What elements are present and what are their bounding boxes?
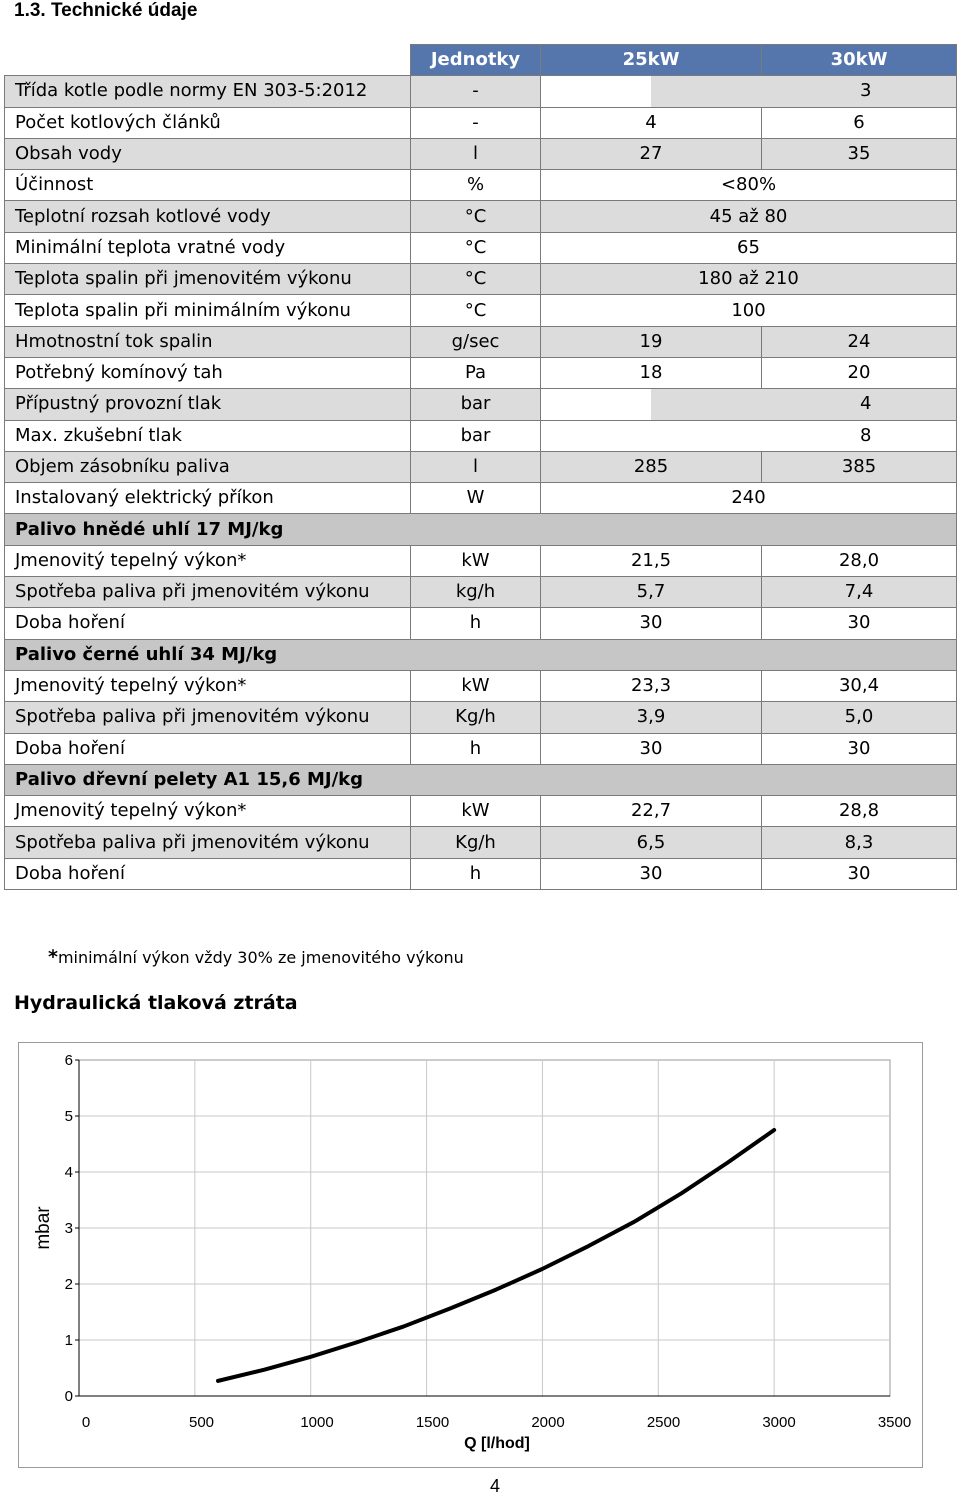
- header-units: Jednotky: [411, 45, 541, 76]
- row-value-25kw: 27: [541, 138, 762, 169]
- table-row: [5, 420, 957, 451]
- table-row: [5, 796, 957, 827]
- table-row: [5, 76, 957, 107]
- chart-title: Hydraulická tlaková ztráta: [14, 992, 298, 1014]
- row-unit: h: [411, 858, 541, 889]
- row-value-30kw: 30,4: [762, 670, 957, 701]
- header-30kw: 30kW: [762, 45, 957, 76]
- row-value-30kw: 28,8: [762, 796, 957, 827]
- row-value-30kw: 7,4: [762, 577, 957, 608]
- row-value: 45 až 80: [541, 201, 957, 232]
- row-unit: kW: [411, 545, 541, 576]
- row-value-30kw: 28,0: [762, 545, 957, 576]
- y-tick-label: 5: [64, 1108, 73, 1125]
- table-row: [5, 264, 957, 295]
- footnote: [48, 946, 464, 968]
- y-tick-label: 2: [64, 1276, 73, 1293]
- row-value-25kw: 4: [651, 389, 872, 420]
- row-label: Minimální teplota vratné vody: [5, 232, 411, 263]
- footnote-star: *: [48, 946, 58, 968]
- row-unit: °C: [411, 232, 541, 263]
- row-unit: bar: [411, 420, 541, 451]
- y-axis-label: mbar: [33, 1206, 54, 1250]
- row-value-30kw: 8,3: [762, 827, 957, 858]
- row-label: Teplota spalin při jmenovitém výkonu: [5, 264, 411, 295]
- row-unit: kW: [411, 796, 541, 827]
- table-row: [5, 107, 957, 138]
- row-value: 100: [541, 295, 957, 326]
- x-tick-label: 3000: [762, 1414, 796, 1431]
- row-value: <80%: [541, 170, 957, 201]
- row-unit: Kg/h: [411, 827, 541, 858]
- table-row: [5, 138, 957, 169]
- row-value-30kw: 35: [762, 138, 957, 169]
- row-label: Spotřeba paliva při jmenovitém výkonu: [5, 827, 411, 858]
- row-value: 180 až 210: [541, 264, 957, 295]
- x-tick-label: 2000: [531, 1414, 565, 1431]
- table-row: [5, 608, 957, 639]
- table-row: [5, 577, 957, 608]
- row-value-25kw: 30: [541, 733, 762, 764]
- row-label: Účinnost: [5, 170, 411, 201]
- row-unit: kW: [411, 670, 541, 701]
- section-label: Palivo hnědé uhlí 17 MJ/kg: [5, 514, 957, 545]
- table-section-row: [5, 639, 957, 670]
- header-25kw: 25kW: [541, 45, 762, 76]
- table-section-row: [5, 764, 957, 795]
- row-label: Teplota spalin při minimálním výkonu: [5, 295, 411, 326]
- row-value-25kw: 21,5: [541, 545, 762, 576]
- row-label: Třída kotle podle normy EN 303-5:2012: [5, 76, 411, 107]
- row-unit: l: [411, 138, 541, 169]
- row-value-25kw: 5,7: [541, 577, 762, 608]
- row-unit: kg/h: [411, 577, 541, 608]
- row-value-25kw: 6,5: [541, 827, 762, 858]
- x-tick-label: 0: [81, 1414, 91, 1431]
- row-value-25kw: 4: [541, 107, 762, 138]
- row-value-25kw: 22,7: [541, 796, 762, 827]
- row-label: Jmenovitý tepelný výkon*: [5, 670, 411, 701]
- y-tick-label: 1: [64, 1332, 73, 1349]
- x-tick-label: 1000: [300, 1414, 334, 1431]
- y-tick-label: 3: [64, 1220, 73, 1237]
- row-unit: bar: [411, 389, 541, 420]
- row-value: 240: [541, 483, 957, 514]
- pressure-loss-chart: [18, 1042, 923, 1468]
- row-value-30kw: 5,0: [762, 702, 957, 733]
- row-unit: h: [411, 608, 541, 639]
- table-row: [5, 326, 957, 357]
- row-label: Doba hoření: [5, 608, 411, 639]
- table-row: [5, 389, 957, 420]
- section-label: Palivo černé uhlí 34 MJ/kg: [5, 639, 957, 670]
- row-value-25kw: 3: [651, 76, 872, 107]
- chart-svg: [19, 1043, 922, 1467]
- x-tick-label: 1500: [415, 1414, 450, 1431]
- row-label: Počet kotlových článků: [5, 107, 411, 138]
- row-value: 65: [541, 232, 957, 263]
- header-empty-cell: [5, 45, 411, 76]
- row-label: Objem zásobníku paliva: [5, 451, 411, 482]
- table-row: [5, 295, 957, 326]
- table-row: [5, 733, 957, 764]
- section-heading: 1.3. Technické údaje: [14, 0, 198, 21]
- table-row: [5, 545, 957, 576]
- row-value-25kw: 3,9: [541, 702, 762, 733]
- row-unit: °C: [411, 264, 541, 295]
- table-row: [5, 483, 957, 514]
- row-label: Spotřeba paliva při jmenovitém výkonu: [5, 577, 411, 608]
- row-unit: W: [411, 483, 541, 514]
- x-tick-label: 2500: [646, 1414, 681, 1431]
- row-label: Doba hoření: [5, 733, 411, 764]
- row-label: Jmenovitý tepelný výkon*: [5, 796, 411, 827]
- y-tick-label: 4: [64, 1164, 73, 1181]
- y-tick-label: 0: [64, 1388, 73, 1405]
- row-value-30kw: 6: [762, 107, 957, 138]
- row-label: Potřebný komínový tah: [5, 357, 411, 388]
- row-value-30kw: 24: [762, 326, 957, 357]
- footnote-text: minimální výkon vždy 30% ze jmenovitého výkonu: [57, 948, 464, 967]
- row-value-30kw: 30: [762, 608, 957, 639]
- x-tick-label: 3500: [877, 1414, 912, 1431]
- row-unit: g/sec: [411, 326, 541, 357]
- row-unit: Pa: [411, 357, 541, 388]
- x-tick-label: 500: [188, 1414, 215, 1431]
- table-row: [5, 858, 957, 889]
- table-row: [5, 170, 957, 201]
- row-label: Spotřeba paliva při jmenovitém výkonu: [5, 702, 411, 733]
- row-value-25kw: 30: [541, 858, 762, 889]
- row-label: Instalovaný elektrický příkon: [5, 483, 411, 514]
- table-header-row: [5, 45, 957, 76]
- row-value-25kw: 8: [651, 420, 872, 451]
- section-label: Palivo dřevní pelety A1 15,6 MJ/kg: [5, 764, 957, 795]
- row-label: Obsah vody: [5, 138, 411, 169]
- row-unit: °C: [411, 295, 541, 326]
- row-unit: °C: [411, 201, 541, 232]
- row-unit: -: [411, 76, 541, 107]
- table-row: [5, 232, 957, 263]
- row-value-25kw: 18: [541, 357, 762, 388]
- row-label: Jmenovitý tepelný výkon*: [5, 545, 411, 576]
- row-label: Doba hoření: [5, 858, 411, 889]
- row-value-25kw: 23,3: [541, 670, 762, 701]
- row-label: Hmotnostní tok spalin: [5, 326, 411, 357]
- row-value-30kw: 20: [762, 357, 957, 388]
- row-value-25kw: 19: [541, 326, 762, 357]
- row-label: Max. zkušební tlak: [5, 420, 411, 451]
- row-unit: Kg/h: [411, 702, 541, 733]
- row-label: Přípustný provozní tlak: [5, 389, 411, 420]
- row-value-30kw: 385: [762, 451, 957, 482]
- row-label: Teplotní rozsah kotlové vody: [5, 201, 411, 232]
- row-unit: h: [411, 733, 541, 764]
- page-number: 4: [490, 1476, 501, 1496]
- row-unit: -: [411, 107, 541, 138]
- table-section-row: [5, 514, 957, 545]
- row-unit: %: [411, 170, 541, 201]
- row-value-25kw: 30: [541, 608, 762, 639]
- row-value-25kw: 285: [541, 451, 762, 482]
- y-tick-label: 6: [64, 1052, 73, 1069]
- row-value-30kw: 30: [762, 733, 957, 764]
- table-row: [5, 702, 957, 733]
- row-unit: l: [411, 451, 541, 482]
- table-row: [5, 451, 957, 482]
- x-axis-label: Q [l/hod]: [464, 1435, 530, 1452]
- table-row: [5, 357, 957, 388]
- table-row: [5, 201, 957, 232]
- row-value-30kw: 30: [762, 858, 957, 889]
- technical-data-table: [4, 44, 957, 890]
- table-row: [5, 670, 957, 701]
- table-row: [5, 827, 957, 858]
